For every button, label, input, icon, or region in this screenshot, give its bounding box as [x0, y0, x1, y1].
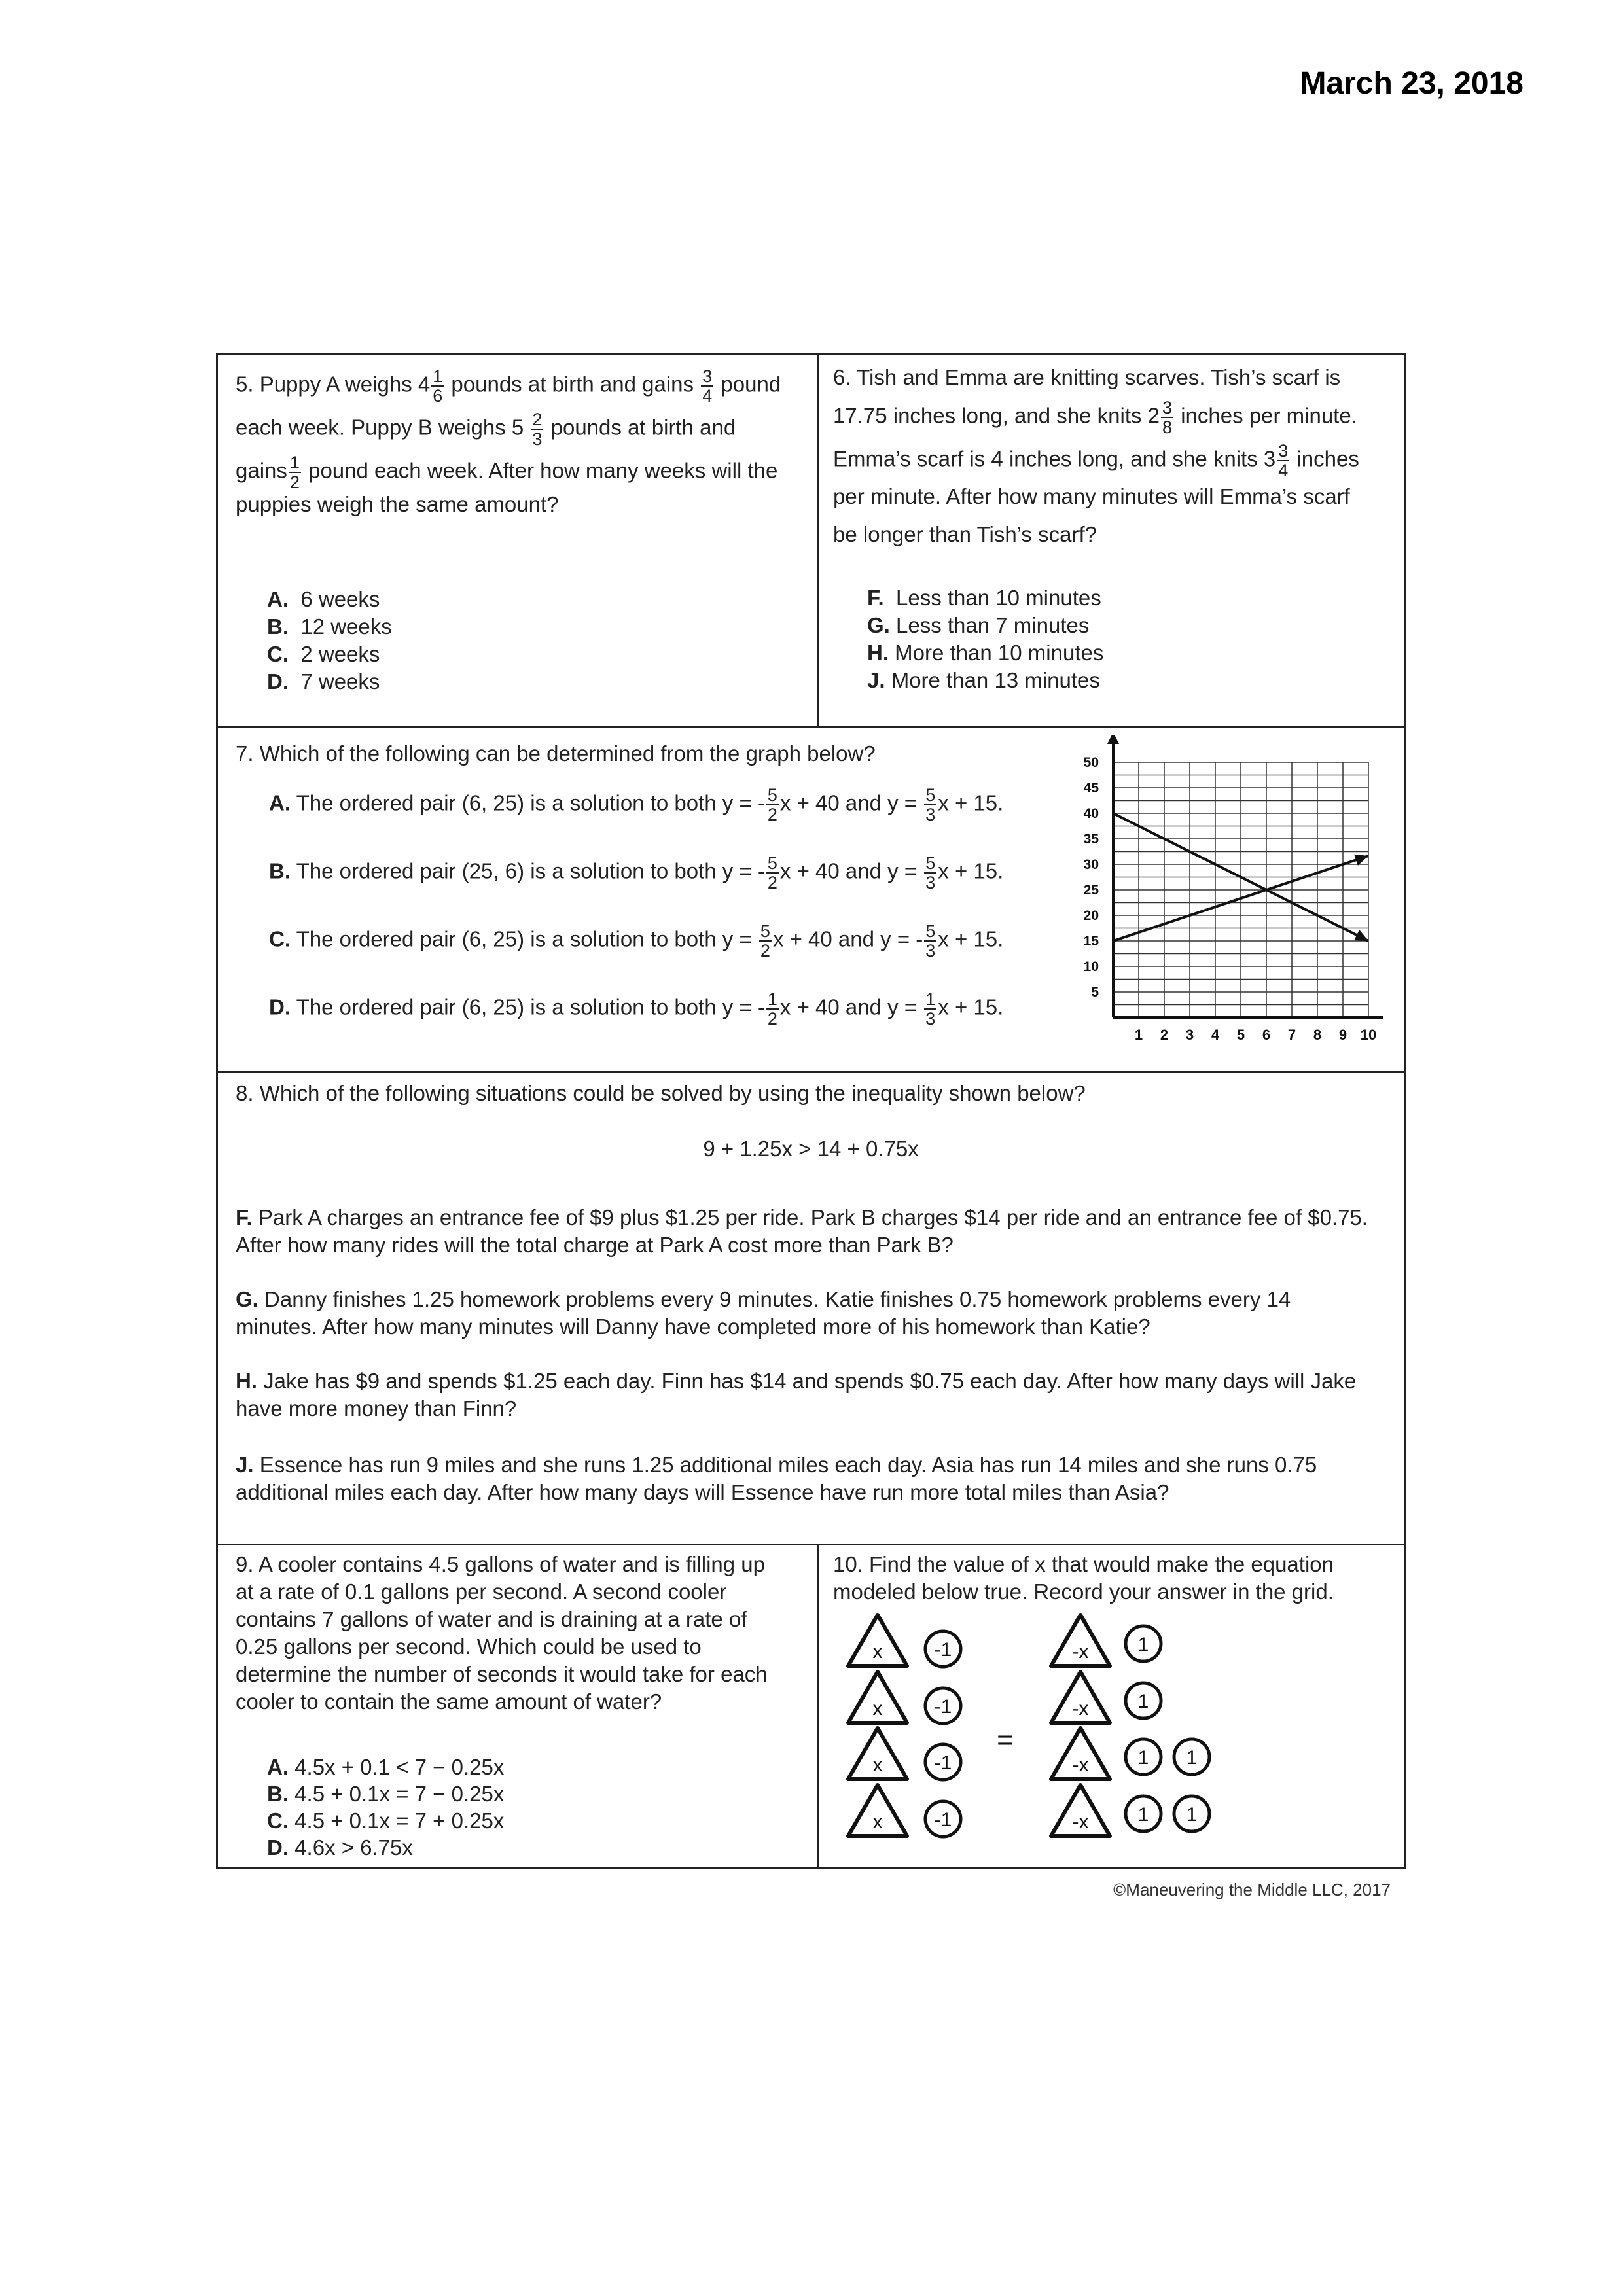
q5-line-1: 5. Puppy A weighs 4 $\frac{1}{6}$ pounds at birth and gains $\frac{3}{4}$ pound [236, 366, 781, 406]
x-tile [848, 1728, 907, 1779]
positive-one-tile [1126, 1739, 1161, 1775]
y-tick-label: 20 [1083, 908, 1099, 923]
negative-one-tile [925, 1801, 961, 1837]
date-header: March 23, 2018 [1300, 66, 1524, 101]
y-axis-arrow [1107, 735, 1119, 744]
q9-option-b[interactable]: B. 4.5 + 0.1x = 7 − 0.25x [267, 1782, 505, 1806]
q8-question: 8. Which of the following situations could be solved by using the inequality shown below? [236, 1081, 1086, 1105]
positive-one-tile [1126, 1626, 1161, 1661]
y-tick-label: 10 [1083, 959, 1099, 974]
x-tick-label: 5 [1236, 1027, 1245, 1043]
tile-label: 1 [1137, 1634, 1149, 1655]
q5-option-d[interactable]: D. 7 weeks [267, 669, 380, 694]
fraction: $\frac{2}{3}$ [532, 410, 543, 449]
x-tick-label: 8 [1313, 1027, 1322, 1043]
tile-label: -x [1072, 1641, 1089, 1663]
y-tick-label: 5 [1091, 985, 1099, 1000]
q9-question: 9. A cooler contains 4.5 gallons of water and is filling up at a rate of 0.1 gallons per second. A second cooler contains 7 gallons of water and is draining at a rate of 0.25 gallons per second. Which could be used to determine the number of seconds it would take for each cooler to contain the same amount of water? [236, 1552, 768, 1714]
fraction: $\frac{3}{4}$ [702, 366, 713, 406]
fraction: $\frac{3}{4}$ [1278, 441, 1289, 480]
tile-label: x [872, 1754, 883, 1776]
x-tick-label: 4 [1211, 1027, 1220, 1043]
tile-label: -x [1072, 1698, 1089, 1720]
q6-line-1: 6. Tish and Emma are knitting scarves. Tish’s scarf is [833, 365, 1341, 389]
tile-label: 1 [1137, 1804, 1149, 1826]
q8-option-j[interactable]: J. Essence has run 9 miles and she runs 1.25 additional miles each day. Asia has run 14 miles and she runs 0.75 additional miles each day. After how many days will Essence have run more total miles than Asia? [236, 1453, 1317, 1504]
q8-inequality: 9 + 1.25x > 14 + 0.75x [703, 1137, 919, 1161]
equals-sign: = [997, 1724, 1014, 1756]
q8-option-h[interactable]: H. Jake has $9 and spends $1.25 each day. Finn has $14 and spends $0.75 each day. After how many days will Jake have more money than Finn? [236, 1369, 1357, 1421]
positive-one-tile [1174, 1796, 1209, 1831]
x-tick-label: 9 [1338, 1027, 1347, 1043]
worksheet [216, 353, 1406, 1869]
q6-line-5: be longer than Tish’s scarf? [833, 522, 1097, 546]
y-tick-label: 30 [1083, 857, 1099, 872]
fraction: $\frac{3}{8}$ [1162, 398, 1173, 437]
tile-label: -1 [934, 1639, 952, 1661]
x-tick-label: 6 [1262, 1027, 1271, 1043]
q6-option-j[interactable]: J. More than 13 minutes [867, 668, 1100, 692]
y-tick-label: 35 [1083, 832, 1099, 847]
x-tick-label: 2 [1160, 1027, 1169, 1043]
negative-x-tile [1051, 1672, 1110, 1723]
q8-option-g[interactable]: G. Danny finishes 1.25 homework problems every 9 minutes. Katie finishes 0.75 homework problems every 14 minutes. After how many minutes will Danny have completed more of his homework than Katie? [236, 1287, 1291, 1339]
x-tile [848, 1672, 907, 1723]
x-tick-label: 1 [1134, 1027, 1143, 1043]
tile-label: x [872, 1698, 883, 1720]
positive-one-tile [1174, 1739, 1209, 1775]
x-tile [848, 1785, 907, 1836]
tile-label: -x [1072, 1754, 1089, 1776]
y-tick-label: 25 [1083, 883, 1099, 898]
q7-question: 7. Which of the following can be determined from the graph below? [236, 741, 876, 766]
negative-x-tile [1051, 1785, 1110, 1836]
question-7 [218, 728, 1404, 1071]
q7-option-a[interactable]: A. The ordered pair (6, 25) is a solution to both y = - $\frac{5}{2}$ x + 40 and y = $\frac{5}{3}$ x + 15. [269, 785, 1004, 824]
row-q9-q10 [218, 1545, 1404, 1867]
negative-x-tile [1051, 1728, 1110, 1779]
negative-one-tile [925, 1688, 961, 1723]
y-tick-label: 50 [1083, 755, 1099, 770]
q9-option-d[interactable]: D. 4.6x > 6.75x [267, 1835, 413, 1860]
tile-label: -1 [934, 1809, 952, 1831]
row-q8 [218, 1073, 1404, 1545]
tile-label: 1 [1186, 1747, 1198, 1769]
tile-label: 1 [1137, 1747, 1149, 1769]
q6-option-h[interactable]: H. More than 10 minutes [867, 641, 1104, 665]
x-tick-label: 3 [1185, 1027, 1194, 1043]
q5-line-3: gains $\frac{1}{2}$ pound each week. After how many weeks will the [236, 453, 778, 492]
q9-option-a[interactable]: A. 4.5x + 0.1 < 7 − 0.25x [267, 1755, 505, 1779]
q5-line-4: puppies weigh the same amount? [236, 492, 559, 516]
positive-one-tile [1126, 1796, 1161, 1831]
x-tick-label: 7 [1287, 1027, 1296, 1043]
y-tick-label: 15 [1083, 934, 1099, 949]
tile-label: 1 [1186, 1804, 1198, 1826]
row-q5-q6 [218, 355, 1404, 728]
positive-one-tile [1126, 1683, 1161, 1718]
negative-x-tile [1051, 1615, 1110, 1666]
x-tick-label: 10 [1360, 1027, 1377, 1043]
algebra-tiles-model [819, 1545, 1401, 1866]
q6-option-g[interactable]: G. Less than 7 minutes [867, 613, 1090, 637]
q6-options [867, 584, 1103, 694]
q5-option-b[interactable]: B. 12 weeks [267, 614, 392, 639]
y-tick-label: 45 [1083, 781, 1099, 796]
q6-line-3: Emma’s scarf is 4 inches long, and she knits 3 $\frac{3}{4}$ inches [833, 441, 1359, 480]
question-9 [218, 1545, 819, 1867]
tile-label: 1 [1137, 1691, 1149, 1712]
q5-option-a[interactable]: A. 6 weeks [267, 587, 380, 611]
question-10 [819, 1545, 1404, 1867]
tile-label: -x [1072, 1811, 1089, 1833]
q5-option-c[interactable]: C. 2 weeks [267, 642, 380, 666]
y-tick-label: 40 [1083, 806, 1099, 821]
q5-options [267, 586, 392, 696]
row-q7 [218, 728, 1404, 1073]
fraction: $\frac{1}{6}$ [433, 366, 443, 406]
q7-graph [1069, 735, 1383, 1069]
q6-option-f[interactable]: F. Less than 10 minutes [867, 586, 1101, 610]
q9-options [267, 1754, 504, 1861]
q7-option-c[interactable]: C. The ordered pair (6, 25) is a solution to both y = $\frac{5}{2}$ x + 40 and y = - $\frac{5}{3}$ x + 15. [269, 921, 1004, 961]
tile-label: x [872, 1641, 883, 1663]
q10-question: 10. Find the value of x that would make the equation modeled below true. Record your answer in the grid. [833, 1552, 1334, 1604]
q8-option-f[interactable]: F. Park A charges an entrance fee of $9 plus $1.25 per ride. Park B charges $14 per ride and an entrance fee of $0.75. After how many rides will the total charge at Park A cost more than Park B? [236, 1205, 1368, 1257]
q5-line-2: each week. Puppy B weighs 5 $\frac{2}{3}$ pounds at birth and [236, 410, 736, 449]
q9-option-c[interactable]: C. 4.5 + 0.1x = 7 + 0.25x [267, 1809, 505, 1833]
q6-line-2: 17.75 inches long, and she knits 2 $\frac{3}{8}$ inches per minute. [833, 398, 1357, 437]
q6-line-4: per minute. After how many minutes will Emma’s scarf [833, 484, 1350, 508]
question-5 [218, 355, 819, 726]
q7-option-d[interactable]: D. The ordered pair (6, 25) is a solution to both y = - $\frac{1}{2}$ x + 40 and y = $\frac{1}{3}$ x + 15. [269, 989, 1004, 1029]
x-tile [848, 1615, 907, 1666]
question-8 [218, 1073, 1404, 1544]
tile-label: -1 [934, 1752, 952, 1774]
tile-label: x [872, 1811, 883, 1833]
fraction: $\frac{1}{2}$ [289, 453, 300, 492]
negative-one-tile [925, 1631, 961, 1667]
tile-label: -1 [934, 1696, 952, 1718]
question-6 [819, 355, 1404, 726]
q7-option-b[interactable]: B. The ordered pair (25, 6) is a solution to both y = - $\frac{5}{2}$ x + 40 and y = $\frac{5}{3}$ x + 15. [269, 853, 1004, 892]
negative-one-tile [925, 1744, 961, 1780]
copyright: ©Maneuvering the Middle LLC, 2017 [1113, 1880, 1391, 1899]
